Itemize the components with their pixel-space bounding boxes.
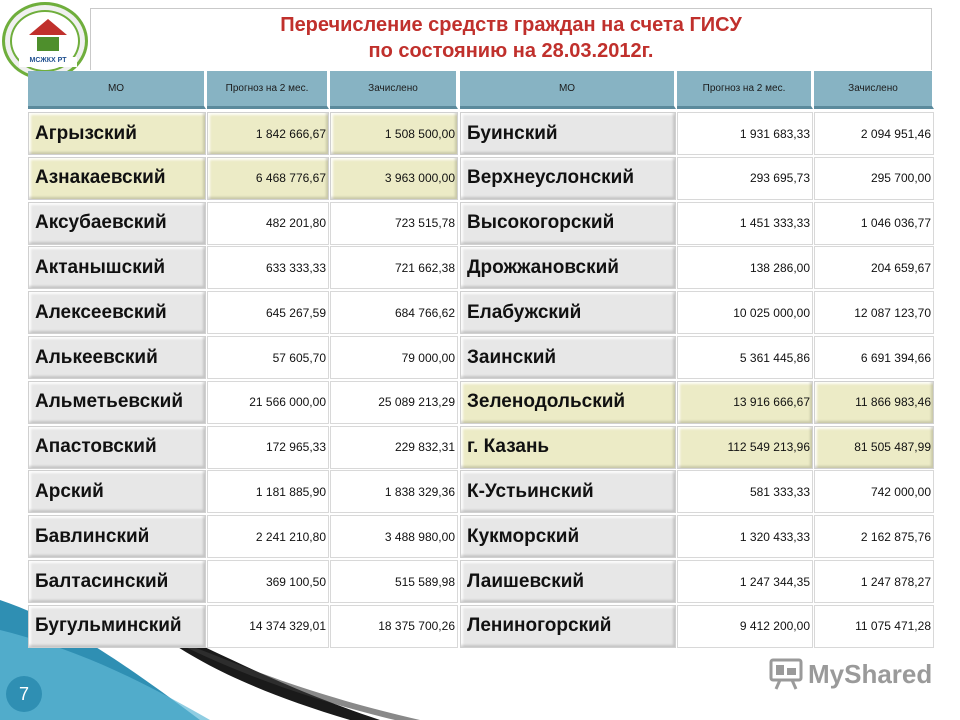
mo-name-cell: Кукморский	[460, 515, 676, 558]
forecast-cell: 1 320 433,33	[677, 515, 813, 558]
header-credited-right: Зачислено	[814, 71, 934, 109]
forecast-cell: 581 333,33	[677, 470, 813, 513]
mo-name-cell: Бугульминский	[28, 605, 206, 648]
forecast-cell: 293 695,73	[677, 157, 813, 200]
credited-cell: 18 375 700,26	[330, 605, 458, 648]
forecast-cell: 482 201,80	[207, 202, 329, 245]
forecast-cell: 1 181 885,90	[207, 470, 329, 513]
mo-name-cell: Заинский	[460, 336, 676, 379]
forecast-cell: 1 451 333,33	[677, 202, 813, 245]
forecast-cell: 14 374 329,01	[207, 605, 329, 648]
logo-roof	[29, 19, 67, 35]
header-forecast-right: Прогноз на 2 мес.	[677, 71, 813, 109]
credited-cell: 1 508 500,00	[330, 112, 458, 155]
presentation-icon	[768, 657, 804, 691]
credited-cell: 229 832,31	[330, 426, 458, 469]
mo-name-cell: Балтасинский	[28, 560, 206, 603]
credited-cell: 12 087 123,70	[814, 291, 934, 334]
mo-name-cell: Елабужский	[460, 291, 676, 334]
forecast-cell: 369 100,50	[207, 560, 329, 603]
credited-cell: 6 691 394,66	[814, 336, 934, 379]
page-title	[90, 12, 932, 64]
forecast-cell: 2 241 210,80	[207, 515, 329, 558]
forecast-cell: 57 605,70	[207, 336, 329, 379]
mo-name-cell: Апастовский	[28, 426, 206, 469]
mo-name-cell: Дрожжановский	[460, 246, 676, 289]
mo-name-cell: Высокогорский	[460, 202, 676, 245]
credited-cell: 515 589,98	[330, 560, 458, 603]
logo-house	[35, 35, 61, 53]
credited-cell: 11 866 983,46	[814, 381, 934, 424]
mo-name-cell: Зеленодольский	[460, 381, 676, 424]
mo-name-cell: К-Устьинский	[460, 470, 676, 513]
forecast-cell: 21 566 000,00	[207, 381, 329, 424]
mo-name-cell: Азнакаевский	[28, 157, 206, 200]
credited-cell: 742 000,00	[814, 470, 934, 513]
mo-name-cell: г. Казань	[460, 426, 676, 469]
page-number: 7	[6, 676, 42, 712]
credited-cell: 3 963 000,00	[330, 157, 458, 200]
forecast-cell: 1 842 666,67	[207, 112, 329, 155]
credited-cell: 1 838 329,36	[330, 470, 458, 513]
header-mo-left: МО	[28, 71, 206, 109]
mo-name-cell: Алькеевский	[28, 336, 206, 379]
forecast-cell: 112 549 213,96	[677, 426, 813, 469]
mo-name-cell: Арский	[28, 470, 206, 513]
mo-name-cell: Альметьевский	[28, 381, 206, 424]
credited-cell: 721 662,38	[330, 246, 458, 289]
mo-name-cell: Лаишевский	[460, 560, 676, 603]
credited-cell: 81 505 487,99	[814, 426, 934, 469]
header-forecast-left: Прогноз на 2 мес.	[207, 71, 329, 109]
credited-cell: 2 162 875,76	[814, 515, 934, 558]
header-credited-left: Зачислено	[330, 71, 458, 109]
forecast-cell: 5 361 445,86	[677, 336, 813, 379]
mo-name-cell: Верхнеуслонский	[460, 157, 676, 200]
mo-name-cell: Лениногорский	[460, 605, 676, 648]
mo-name-cell: Актанышский	[28, 246, 206, 289]
header-mo-right: МО	[460, 71, 676, 109]
credited-cell: 3 488 980,00	[330, 515, 458, 558]
mo-name-cell: Аксубаевский	[28, 202, 206, 245]
forecast-cell: 6 468 776,67	[207, 157, 329, 200]
forecast-cell: 10 025 000,00	[677, 291, 813, 334]
mo-name-cell: Буинский	[460, 112, 676, 155]
forecast-cell: 1 931 683,33	[677, 112, 813, 155]
credited-cell: 295 700,00	[814, 157, 934, 200]
ministry-logo	[2, 2, 88, 80]
mo-name-cell: Агрызский	[28, 112, 206, 155]
forecast-cell: 9 412 200,00	[677, 605, 813, 648]
mo-name-cell: Алексеевский	[28, 291, 206, 334]
credited-cell: 684 766,62	[330, 291, 458, 334]
credited-cell: 11 075 471,28	[814, 605, 934, 648]
watermark	[768, 656, 932, 692]
credited-cell: 204 659,67	[814, 246, 934, 289]
forecast-cell: 13 916 666,67	[677, 381, 813, 424]
title-line-1: Перечисление средств граждан на счета ГИСУ	[280, 14, 742, 36]
forecast-cell: 1 247 344,35	[677, 560, 813, 603]
credited-cell: 1 046 036,77	[814, 202, 934, 245]
credited-cell: 723 515,78	[330, 202, 458, 245]
watermark-text: MyShared	[808, 658, 933, 689]
credited-cell: 79 000,00	[330, 336, 458, 379]
forecast-cell: 633 333,33	[207, 246, 329, 289]
mo-name-cell: Бавлинский	[28, 515, 206, 558]
forecast-cell: 138 286,00	[677, 246, 813, 289]
logo-text: МСЖКХ РТ	[19, 57, 77, 67]
credited-cell: 2 094 951,46	[814, 112, 934, 155]
credited-cell: 1 247 878,27	[814, 560, 934, 603]
forecast-cell: 172 965,33	[207, 426, 329, 469]
forecast-cell: 645 267,59	[207, 291, 329, 334]
title-line-2: по состоянию на 28.03.2012г.	[368, 40, 654, 62]
credited-cell: 25 089 213,29	[330, 381, 458, 424]
